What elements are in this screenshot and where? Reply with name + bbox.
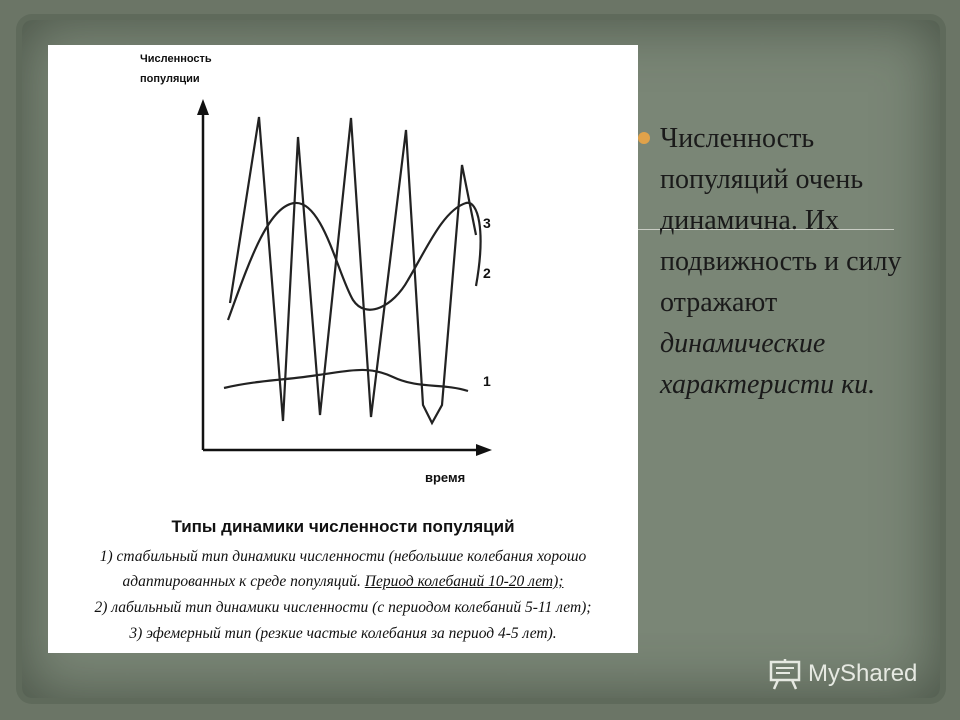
watermark[interactable] <box>768 656 917 692</box>
body-plain-text: Численность популяций очень динамична. Их подвижность и силу отражают <box>660 123 902 318</box>
y-axis-label <box>140 49 260 89</box>
y-axis-label-line2: популяции <box>140 73 200 85</box>
x-axis-label: время <box>425 470 466 485</box>
y-axis-arrow <box>197 99 209 115</box>
caption-line-2a: адаптированных к среде популяций. <box>122 573 365 590</box>
bullet-dot <box>638 132 650 144</box>
body-emphasized-text: динамические характеристи ки. <box>660 328 876 400</box>
watermark-text: MyShared <box>808 660 918 687</box>
curve-label-2: 2 <box>483 265 491 281</box>
figure-panel <box>48 45 638 653</box>
caption-line-3: 2) лабильный тип динамики численности (с периодом колебаний 5-11 лет); <box>94 599 592 616</box>
curve-2 <box>228 203 481 320</box>
curve-label-3: 3 <box>483 215 491 231</box>
caption-line-1: 1) стабильный тип динамики численности (небольшие колебания хорошо <box>99 548 587 565</box>
caption-line-2 <box>48 573 638 591</box>
caption-line-2b: Период колебаний 10-20 лет); <box>364 573 564 590</box>
caption-line-4: 3) эфемерный тип (резкие частые колебания за период 4-5 лет). <box>129 625 557 642</box>
curve-label-1: 1 <box>483 373 491 389</box>
caption-title: Типы динамики численности популяций <box>171 517 515 536</box>
presentation-board-icon <box>768 658 802 690</box>
curve-3 <box>230 117 476 423</box>
curve-1 <box>224 370 468 391</box>
y-axis-label-line1: Численность <box>140 53 212 65</box>
slide-body-text <box>660 118 910 405</box>
x-axis-arrow <box>476 444 492 456</box>
